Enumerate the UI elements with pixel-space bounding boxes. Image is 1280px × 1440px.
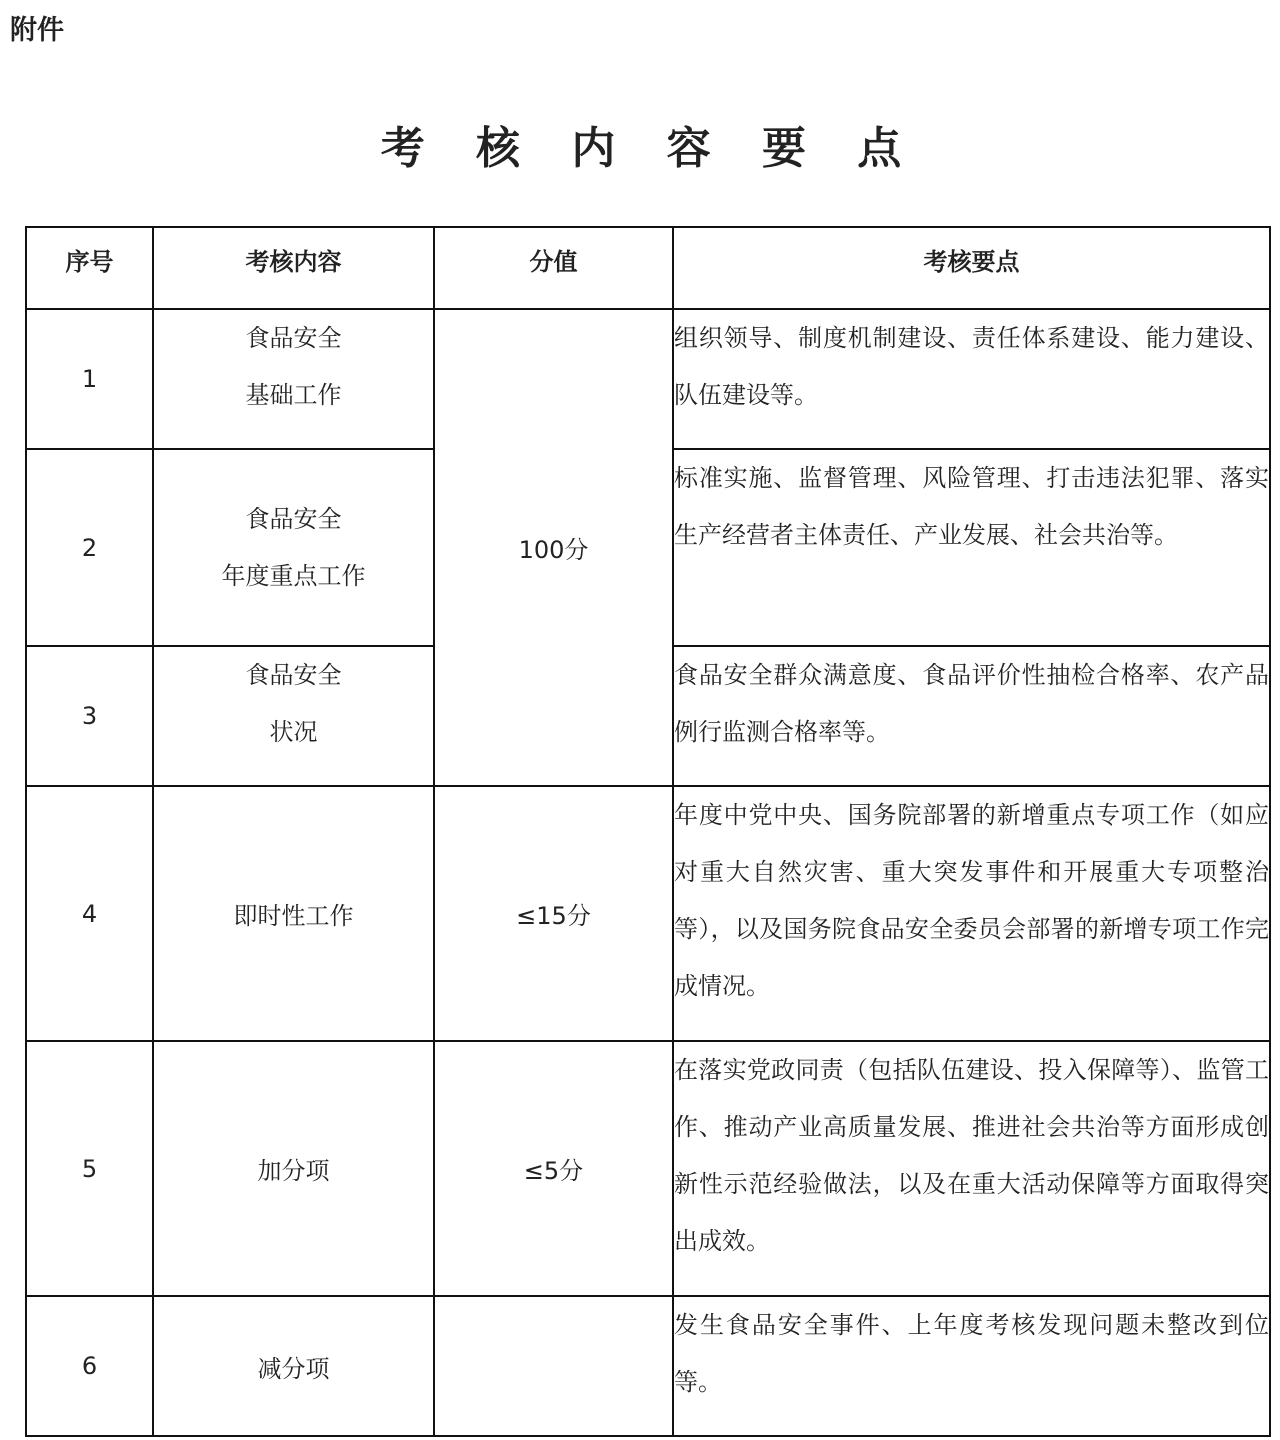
row-index: 2 — [26, 449, 153, 646]
table-row — [26, 786, 1270, 1041]
assessment-table — [25, 226, 1271, 1437]
row-content-line: 基础工作 — [245, 381, 342, 409]
row-content: 减分项 — [153, 1296, 434, 1436]
row-index: 3 — [26, 646, 153, 786]
row-content-line: 食品安全 — [245, 661, 342, 689]
table-row — [26, 1296, 1270, 1436]
table-row — [26, 1041, 1270, 1296]
row-content-line: 年度重点工作 — [221, 561, 366, 590]
row-score: ≤15分 — [434, 786, 673, 1041]
row-score — [434, 1296, 673, 1436]
header-index: 序号 — [26, 227, 153, 309]
row-content-line: 食品安全 — [245, 504, 342, 533]
row-points: 食品安全群众满意度、食品评价性抽检合格率、农产品例行监测合格率等。 — [673, 646, 1270, 786]
merged-score-cell: 100分 — [434, 309, 673, 786]
row-content — [153, 449, 434, 646]
row-points: 组织领导、制度机制建设、责任体系建设、能力建设、队伍建设等。 — [673, 309, 1270, 449]
row-content — [153, 309, 434, 449]
row-index: 1 — [26, 309, 153, 449]
table-row — [26, 309, 1270, 449]
row-index: 6 — [26, 1296, 153, 1436]
row-content-line: 状况 — [269, 718, 318, 746]
row-content: 即时性工作 — [153, 786, 434, 1041]
row-points: 在落实党政同责（包括队伍建设、投入保障等）、监管工作、推动产业高质量发展、推进社会共治等方面形成创新性示范经验做法，以及在重大活动保障等方面取得突出成效。 — [673, 1041, 1270, 1296]
attachment-label: 附件 — [10, 15, 64, 46]
row-points: 发生食品安全事件、上年度考核发现问题未整改到位等。 — [673, 1296, 1270, 1436]
header-score: 分值 — [434, 227, 673, 309]
header-points: 考核要点 — [673, 227, 1270, 309]
row-content-line: 食品安全 — [245, 324, 342, 352]
document-title: 考 核 内 容 要 点 — [380, 123, 920, 174]
header-content: 考核内容 — [153, 227, 434, 309]
row-content — [153, 646, 434, 786]
row-points: 年度中党中央、国务院部署的新增重点专项工作（如应对重大自然灾害、重大突发事件和开展重大专项整治等），以及国务院食品安全委员会部署的新增专项工作完成情况。 — [673, 786, 1270, 1041]
row-index: 5 — [26, 1041, 153, 1296]
table-header-row — [26, 227, 1270, 309]
row-score: ≤5分 — [434, 1041, 673, 1296]
row-index: 4 — [26, 786, 153, 1041]
row-content: 加分项 — [153, 1041, 434, 1296]
row-points: 标准实施、监督管理、风险管理、打击违法犯罪、落实生产经营者主体责任、产业发展、社会共治等。 — [673, 449, 1270, 646]
